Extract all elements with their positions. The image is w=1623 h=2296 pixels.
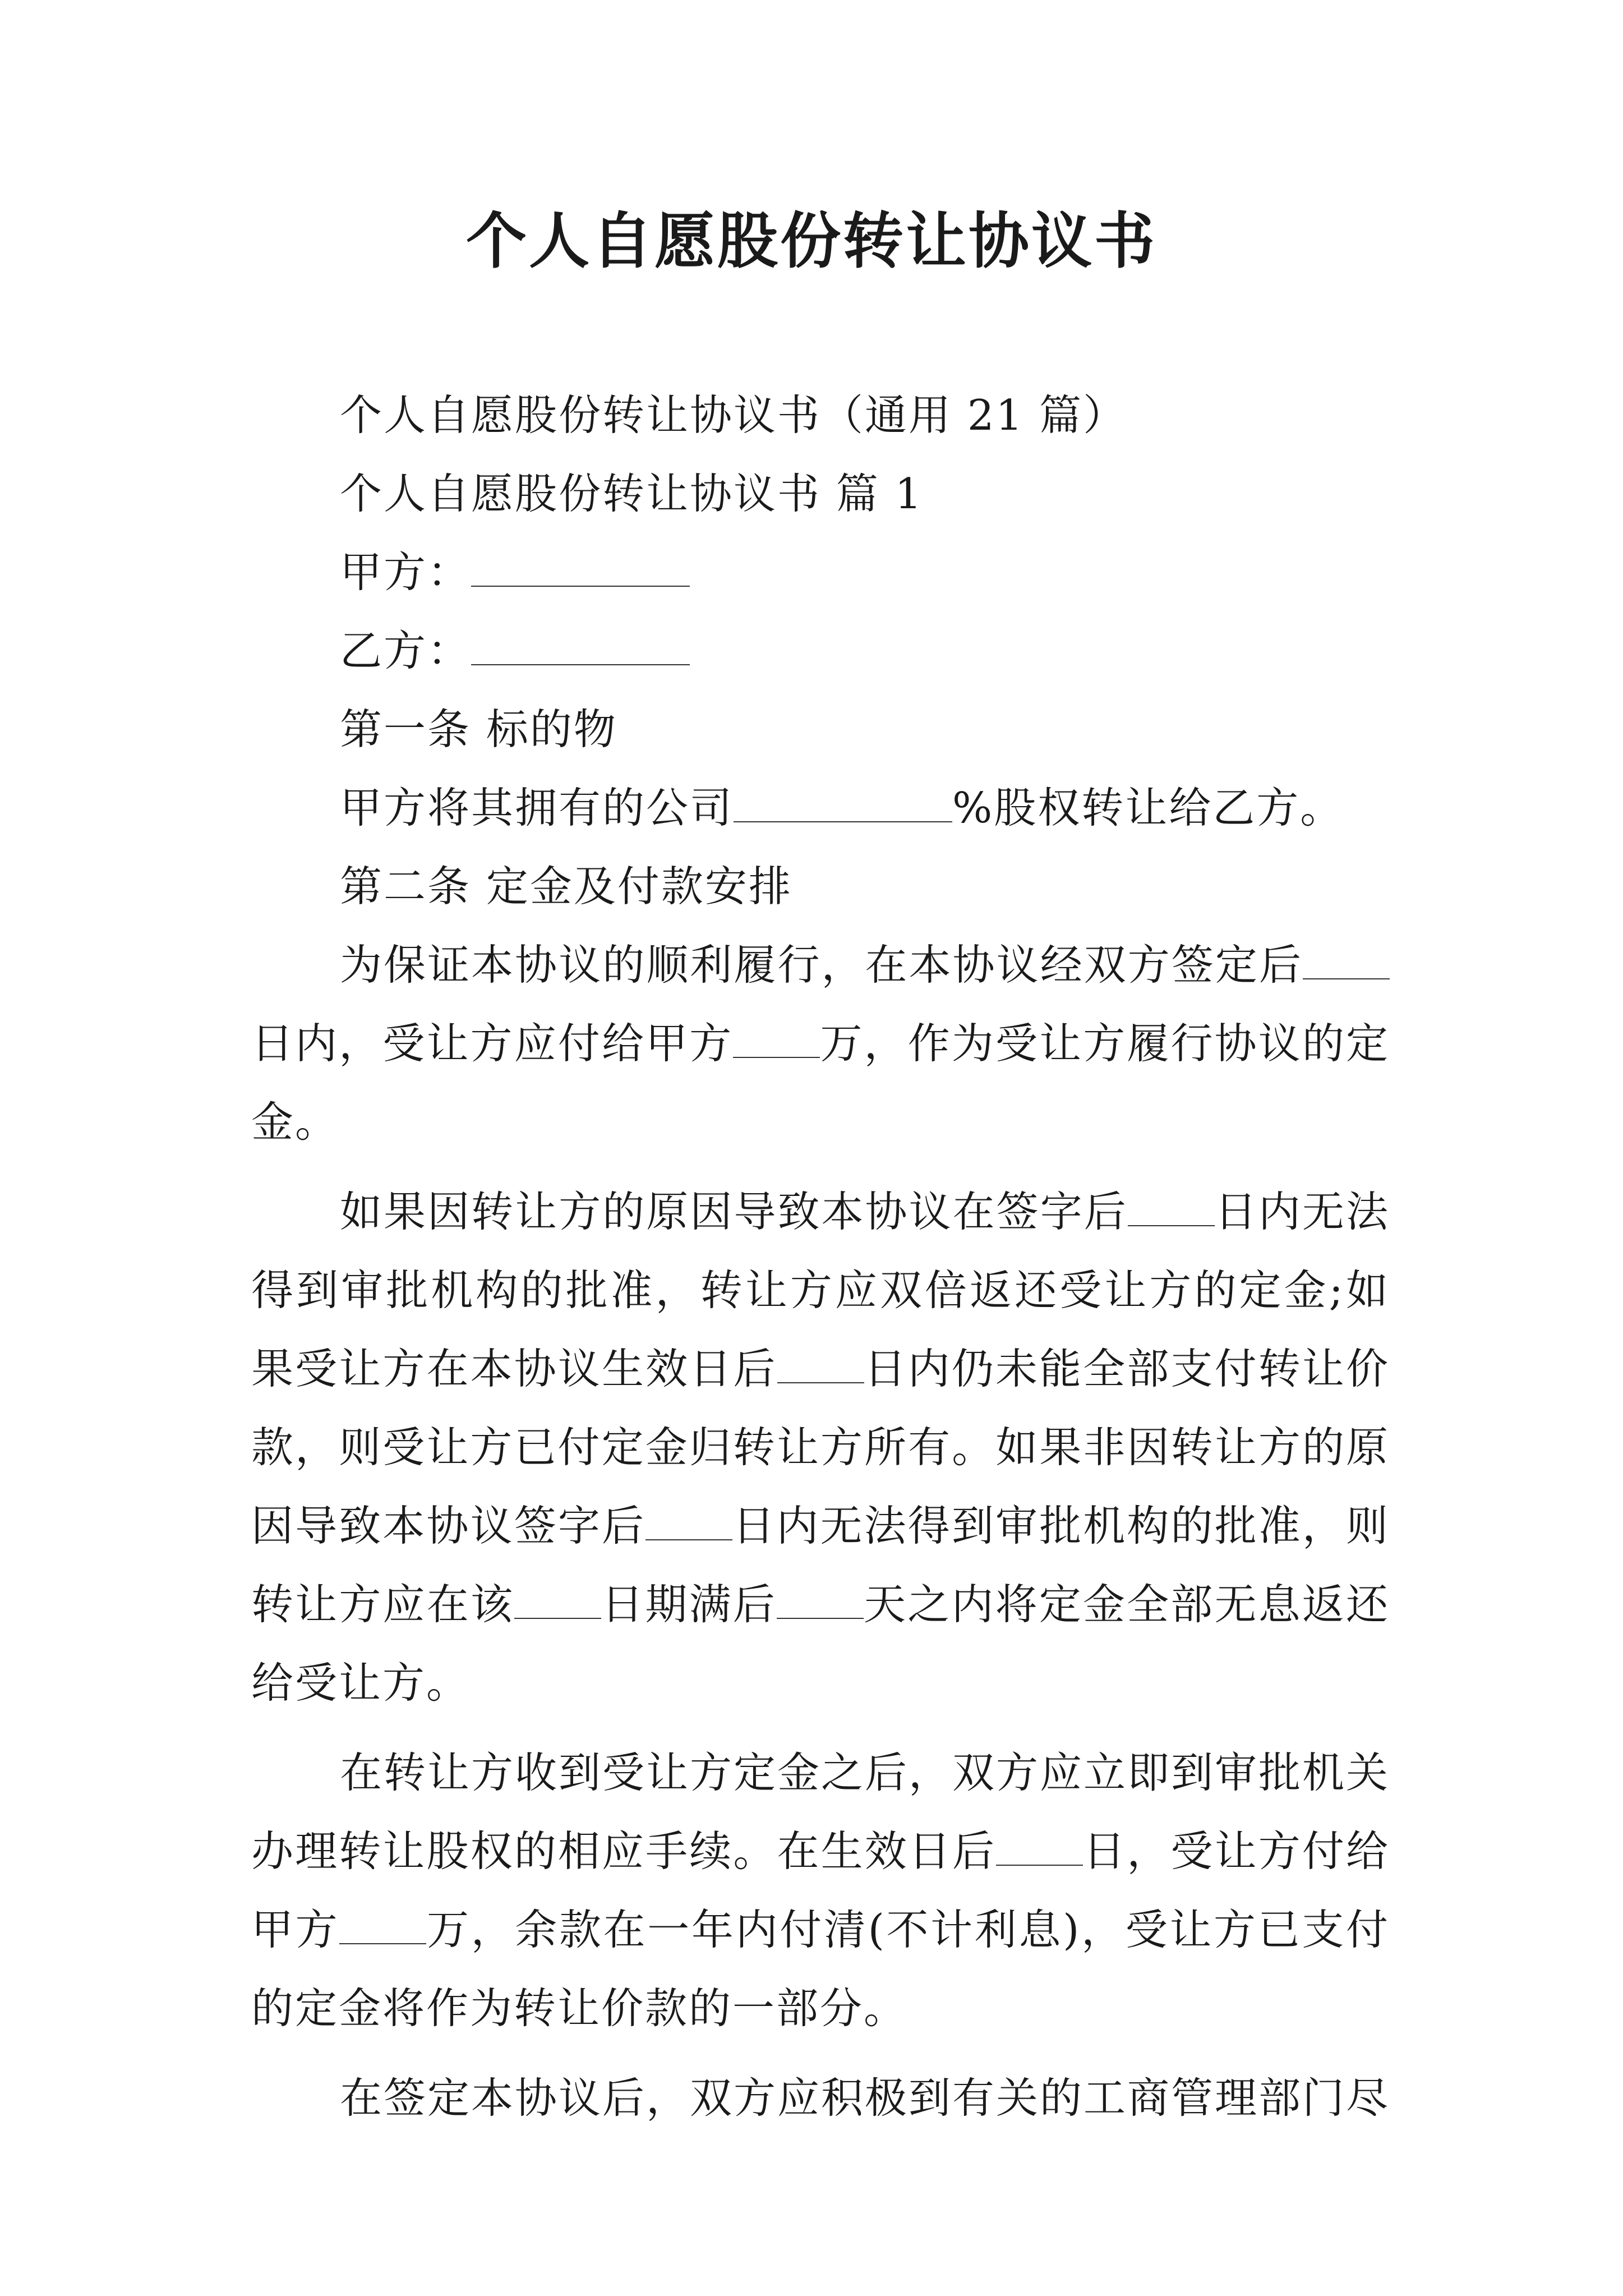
p1-text-3: 万，作为受让方履行协议的定金。 <box>251 1019 1390 1147</box>
p3-text-3: 万，余款在一年内付清(不计利息)，受让方已支付的定金将作为转让价款的一部分。 <box>251 1905 1390 2033</box>
p2-text-1: 如果因转让方的原因导致本协议在签字后 <box>340 1187 1128 1236</box>
p1-text-2: 日内，受让方应付给甲方 <box>251 1019 734 1068</box>
article-1-text-before: 甲方将其拥有的公司 <box>340 783 734 832</box>
date-blank <box>514 1576 601 1619</box>
days-blank <box>996 1823 1083 1866</box>
days-blank <box>777 1340 864 1383</box>
share-percent-blank <box>734 779 952 822</box>
section-heading: 个人自愿股份转让协议书 篇 1 <box>340 469 924 518</box>
days-blank <box>645 1497 732 1540</box>
article-2-heading: 第二条 定金及付款安排 <box>340 862 792 911</box>
p2-text-2: 日内无法得到审批机构的批准，转让方应双倍返还受让方的定金;如果受让方在本协议生效日后 <box>251 1187 1390 1393</box>
days-blank <box>1128 1183 1215 1226</box>
amount-blank <box>339 1901 426 1944</box>
p3-text-2: 日，受让方付给甲方 <box>251 1826 1390 1954</box>
days-blank <box>777 1576 864 1619</box>
amount-blank <box>733 1015 820 1058</box>
paragraph-payment <box>251 1733 1390 2047</box>
party-b-label: 乙方： <box>340 626 472 675</box>
party-b-blank <box>471 622 690 665</box>
party-b-line <box>251 611 1390 690</box>
p4-text-1: 在签定本协议后，双方应积极到有关的工商管理部门尽 <box>340 2073 1390 2123</box>
article-1-text <box>251 769 1390 847</box>
article-1-heading: 第一条 标的物 <box>340 705 617 754</box>
days-blank <box>1303 936 1390 979</box>
party-a-line <box>251 533 1390 611</box>
p2-text-4: 日内无法得到审批机构的批准，则转让方应在该 <box>251 1501 1390 1629</box>
paragraph-approval <box>251 1172 1390 1722</box>
document-title: 个人自愿股份转让协议书 <box>465 206 1157 277</box>
p2-text-6: 天之内将定金全部无息返还给受让方。 <box>251 1580 1390 1708</box>
subtitle-line: 个人自愿股份转让协议书（通用 21 篇） <box>340 390 1127 440</box>
article-1-text-after: %股权转让给乙方。 <box>952 783 1344 832</box>
p2-text-5: 日期满后 <box>601 1580 777 1629</box>
party-a-label: 甲方： <box>340 547 472 597</box>
p1-text-1: 为保证本协议的顺利履行，在本协议经双方签定后 <box>340 940 1303 990</box>
p3-text-1: 在转让方收到受让方定金之后，双方应立即到审批机关办理转让股权的相应手续。在生效日后 <box>251 1748 1390 1876</box>
paragraph-registration <box>251 2059 1390 2137</box>
document-body <box>251 376 1390 2137</box>
party-a-blank <box>471 544 690 587</box>
paragraph-deposit <box>251 926 1390 1161</box>
p2-text-3: 日内仍未能全部支付转让价款，则受让方已付定金归转让方所有。如果非因转让方的原因导致本协议签字后 <box>251 1344 1390 1550</box>
